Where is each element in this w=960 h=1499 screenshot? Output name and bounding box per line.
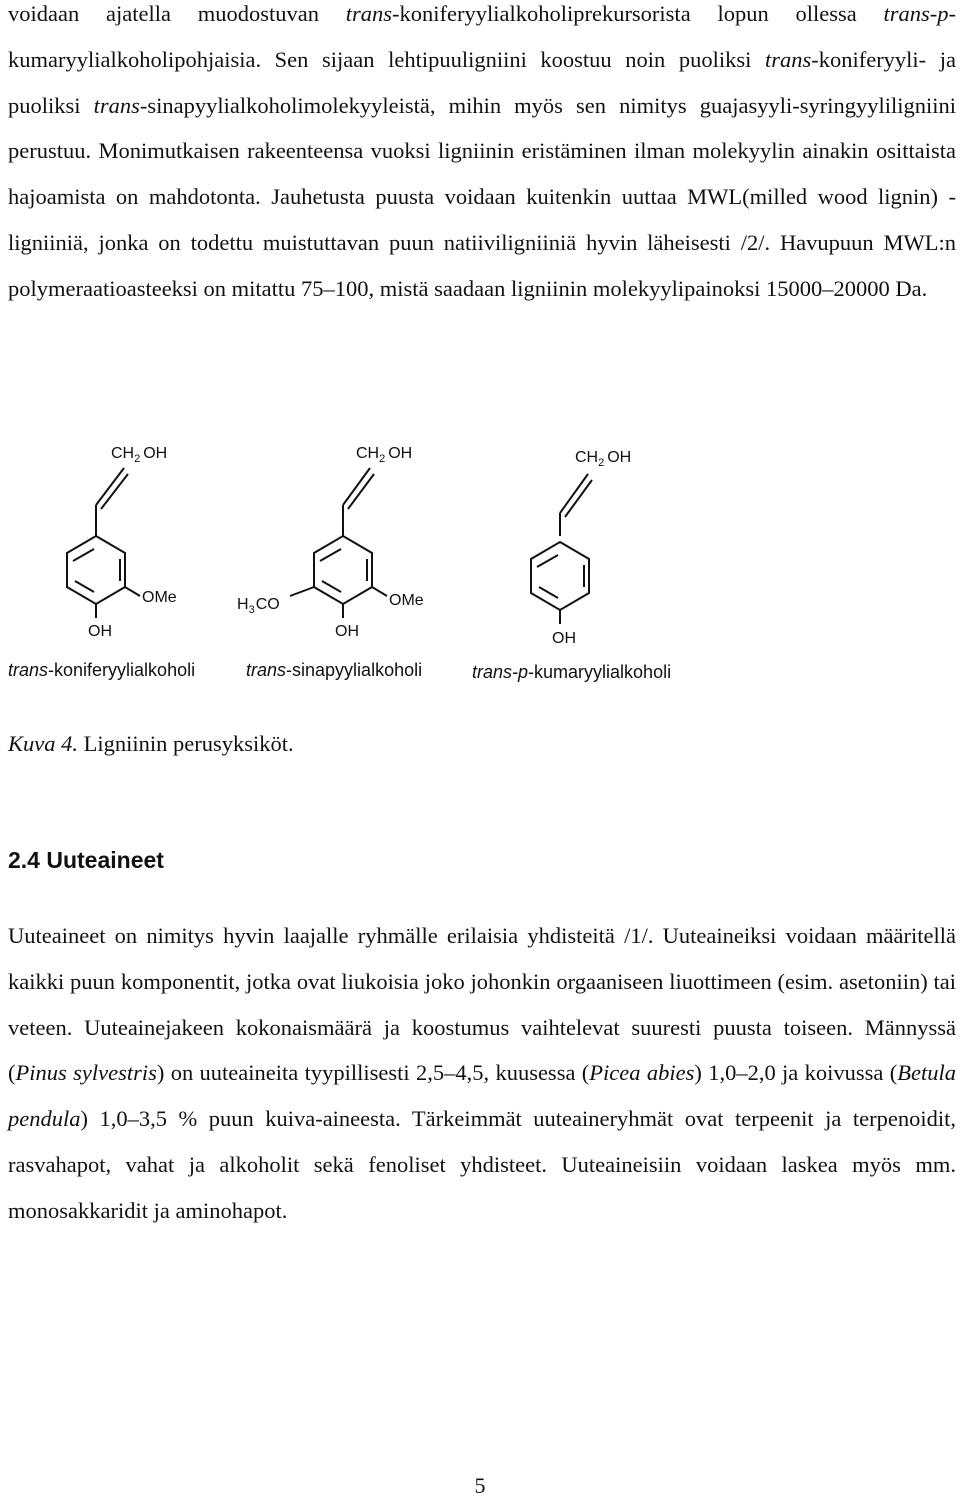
sinapyl-alcohol-structure <box>290 468 387 618</box>
compound-name-italic: trans <box>246 660 287 680</box>
caption-label: Kuva 4. <box>8 731 78 756</box>
coniferyl-alcohol-structure <box>67 468 140 618</box>
text-span: -sinapyylialkoholimolekyyleistä, mihin myös sen nimitys guajasyyli-syringyyliligniini perustuu. Monimutkaisen rakeenteensa vuoksi ligniinin eristäminen ilman molekyylin ainakin osittaista hajoamista on mahdotonta. Jauhetusta puusta voidaan kuitenkin uuttaa MWL(milled wood lignin) -ligniiniä, jonka on todettu muistuttavan puun natiiviligniiniä hyvin läheisesti /2/. Havupuun MWL:n polymeraatioasteeksi on mitattu 75–100, mistä saadaan ligniinin molekyylipainoksi 15000–20000 Da. <box>8 92 956 301</box>
italic-span: Pinus sylvestris <box>15 1060 157 1086</box>
compound-name-italic: trans-p <box>472 662 529 682</box>
subscript: 2 <box>134 453 141 465</box>
group-oh: OH <box>88 623 112 640</box>
subscript: 3 <box>248 604 255 616</box>
text-span: voidaan ajatella muodostuvan <box>8 1 346 26</box>
paragraph-extractives <box>8 913 956 1234</box>
paragraph-lignin <box>8 0 956 312</box>
text-span: Uuteaineet on nimitys hyvin laajalle ryhmälle erilaisia yhdisteitä /1/. Uuteaineiksi voidaan määritellä kaikki puun komponentit, jotka ovat liukoisia joko johonkin orgaaniseen liuottimeen (esim. asetoniin) tai veteen. Uuteainejakeen kokonaismäärä ja koostumus vaihtelevat suuresti puusta toiseen. Männyssä ( <box>8 923 956 1086</box>
group-ome: OMe <box>142 589 177 606</box>
compound-name-italic: trans <box>8 660 49 680</box>
text-span: ) 1,0–2,0 ja koivussa ( <box>694 1060 898 1086</box>
italic-span: trans <box>345 1 392 26</box>
compound-name-coumaryl <box>472 662 671 682</box>
compound-name-coniferyl <box>8 660 195 680</box>
italic-span: trans-p <box>883 1 949 26</box>
group-ch2: CH <box>575 449 599 466</box>
group-oh: OH <box>143 445 168 462</box>
group-oh: OH <box>388 445 413 462</box>
group-ch2: CH <box>111 445 135 462</box>
compound-name-rest: -kumaryylialkoholi <box>528 662 672 682</box>
text-span: -koniferyyli- ja puoliksi <box>8 46 957 118</box>
italic-span: trans <box>764 46 812 72</box>
text-span: -koniferyylialkoholiprekursorista lopun ollessa <box>392 1 884 26</box>
p-coumaryl-alcohol-structure <box>531 474 592 624</box>
compound-name-rest: -sinapyylialkoholi <box>286 660 423 680</box>
section-heading: 2.4 Uuteaineet <box>8 847 164 873</box>
compound-name-rest: -koniferyylialkoholi <box>48 660 196 680</box>
group-oh: OH <box>607 449 632 466</box>
figure-caption <box>8 731 294 757</box>
subscript: 2 <box>598 457 605 469</box>
compound-name-sinapyl <box>246 660 422 680</box>
text-span: ) 1,0–3,5 % puun kuiva-aineesta. Tärkeimmät uuteaineryhmät ovat terpeenit ja terpenoidit, rasvahapot, vahat ja alkoholit sekä fenoliset yhdisteet. Uuteaineisiin voidaan laskea myös mm. monosakkaridit ja aminohapot. <box>8 1106 956 1223</box>
group-oh: OH <box>552 630 576 647</box>
italic-span: Betula pendula <box>8 1060 956 1132</box>
italic-span: Picea abies <box>589 1060 695 1086</box>
group-oh: OH <box>335 623 359 640</box>
group-ch2: CH <box>356 445 380 462</box>
svg-text:CH2OH <box>575 449 631 469</box>
svg-text:H3CO <box>237 596 280 616</box>
text-span: -kumaryylialkoholipohjaisia. Sen sijaan lehtipuuligniini koostuu noin puoliksi <box>8 1 956 72</box>
group-co: CO <box>255 596 280 613</box>
group-h: H <box>237 596 249 613</box>
subscript: 2 <box>379 453 386 465</box>
svg-text:CH2OH <box>356 445 412 465</box>
caption-text: Ligniinin perusyksiköt. <box>78 731 294 756</box>
group-ome: OMe <box>389 592 424 609</box>
svg-text:CH2OH <box>111 445 167 465</box>
text-span: ) on uuteaineita tyypillisesti 2,5–4,5, kuusessa ( <box>156 1060 590 1086</box>
page-number: 5 <box>474 1473 486 1498</box>
lignin-monomers-figure <box>0 428 960 700</box>
italic-span: trans <box>93 92 140 118</box>
